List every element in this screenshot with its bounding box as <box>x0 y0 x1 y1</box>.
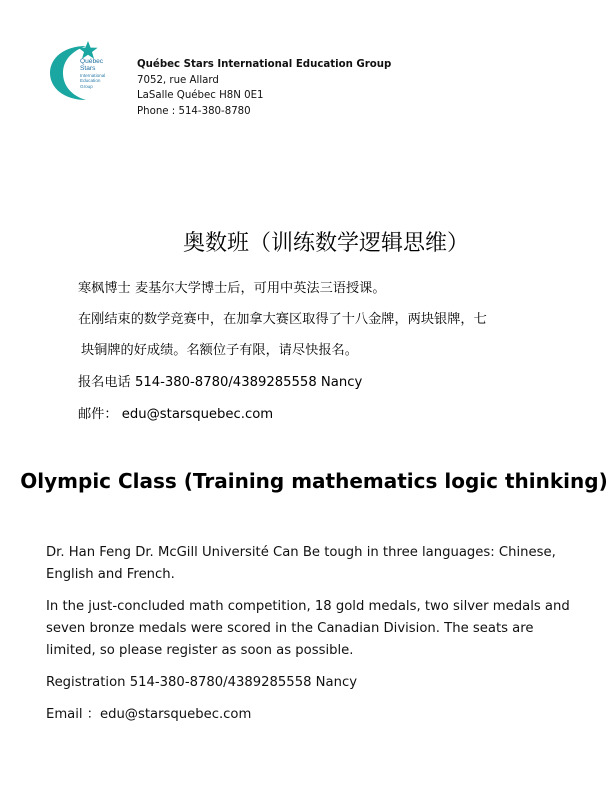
logo-text-line3: International <box>80 72 106 78</box>
chinese-line-email: 邮件： edu@starsquebec.com <box>78 407 274 422</box>
logo-text-line1: Québec <box>80 58 104 65</box>
chinese-line-results-2: 块铜牌的好成绩。名额位子有限，请尽快报名。 <box>81 343 358 358</box>
logo-text-line4: Education <box>80 78 101 84</box>
english-paragraph-results: In the just-concluded math competition, 18 gold medals, two silver medals and seven bronze medals were scored in the Canadian Division. The seats are limited, so please register as soon as possible. <box>46 599 570 658</box>
chinese-line-instructor: 寒枫博士 麦基尔大学博士后，可用中英法三语授课。 <box>78 281 386 296</box>
org-name: Québec Stars International Education Group <box>137 59 392 70</box>
logo-text-line2: Stars <box>80 65 96 73</box>
chinese-title: 奥数班（训练数学逻辑思维） <box>182 231 469 256</box>
english-paragraph-email: Email ：edu@starsquebec.com <box>46 707 252 722</box>
chinese-line-phone: 报名电话 514-380-8780/4389285558 Nancy <box>78 375 363 390</box>
logo-text-line5: Group <box>80 84 93 89</box>
english-title: Olympic Class (Training mathematics logic thinking) <box>20 469 608 493</box>
logo-wordmark <box>80 58 120 90</box>
english-paragraph-instructor: Dr. Han Feng Dr. McGill Université Can Be tough in three languages: Chinese, English and French. <box>46 545 556 582</box>
address-line1: 7052, rue Allard <box>137 74 219 86</box>
letterhead-address <box>137 57 391 119</box>
chinese-line-results-1: 在刚结束的数学竞赛中，在加拿大赛区取得了十八金牌，两块银牌，七 <box>78 312 487 327</box>
address-line2: LaSalle Québec H8N 0E1 <box>137 90 264 101</box>
phone-line: Phone : 514-380-8780 <box>137 105 251 117</box>
english-paragraph-registration: Registration 514-380-8780/4389285558 Nancy <box>46 675 358 690</box>
